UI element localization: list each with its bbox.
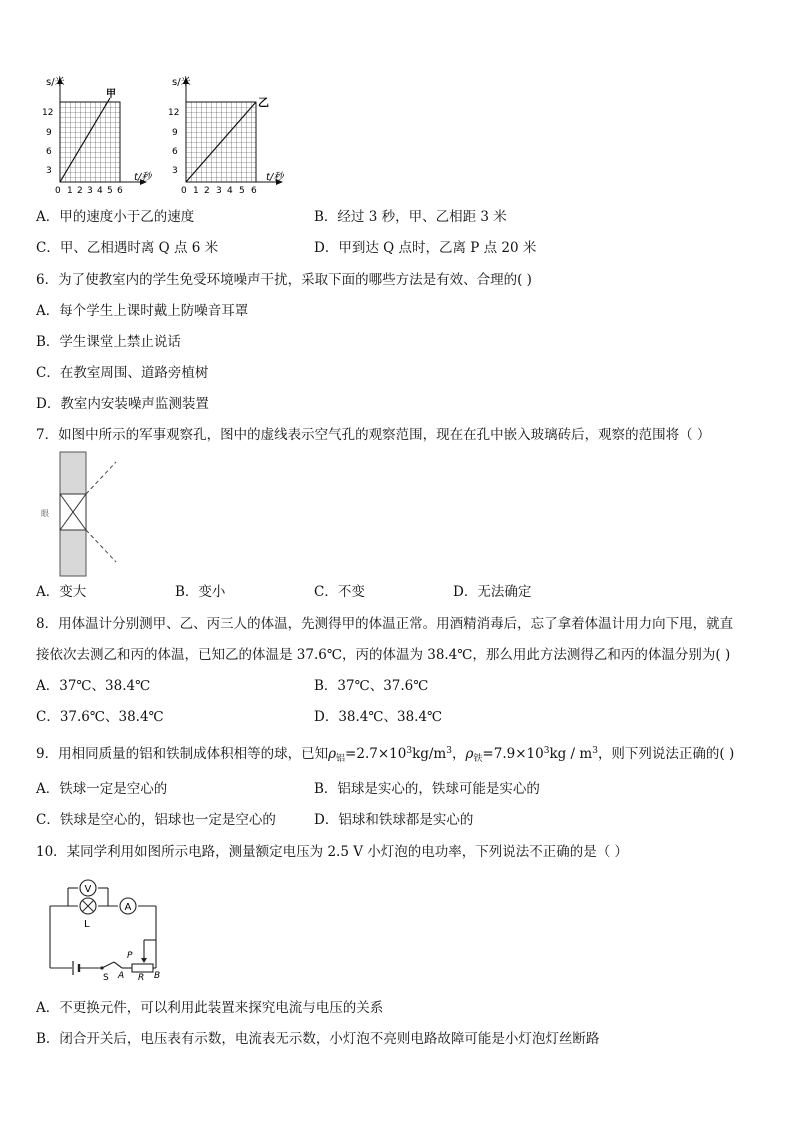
q8-stem-line1: 8．用体温计分别测甲、乙、丙三人的体温，先测得甲的体温正常。用酒精消毒后，忘了拿着体温计用力向下甩，就直 bbox=[36, 616, 734, 632]
q8-option-d: D．38.4℃、38.4℃ bbox=[314, 709, 443, 725]
graph-grid bbox=[60, 102, 120, 182]
slider-arrow-icon bbox=[141, 958, 147, 963]
q6-option-a: A．每个学生上课时戴上防噪音耳罩 bbox=[36, 303, 249, 319]
exponent-fe: 3 bbox=[543, 746, 550, 756]
slider-label: P bbox=[127, 951, 133, 961]
graph-yi bbox=[166, 72, 296, 198]
end-b-label: B bbox=[154, 971, 161, 980]
ytick-6: 6 bbox=[172, 147, 178, 157]
y-label: s/米 bbox=[172, 77, 191, 88]
xtick-5: 5 bbox=[107, 186, 113, 196]
unit-fe: kg / m bbox=[549, 746, 593, 762]
ammeter-label: A bbox=[124, 902, 132, 913]
ytick-9: 9 bbox=[46, 128, 52, 138]
xtick-4: 4 bbox=[97, 186, 103, 196]
rho-symbol-fe: ρ bbox=[465, 746, 474, 762]
graph-jia bbox=[40, 72, 158, 198]
ytick-9: 9 bbox=[172, 128, 178, 138]
observation-hole-figure bbox=[36, 450, 126, 580]
rho-symbol: ρ bbox=[328, 746, 337, 762]
xtick-2: 2 bbox=[204, 186, 210, 196]
q5-option-b: B．经过 3 秒，甲、乙相距 3 米 bbox=[314, 209, 507, 225]
xtick-6: 6 bbox=[117, 186, 123, 196]
switch-label: S bbox=[103, 973, 109, 980]
xtick-6: 6 bbox=[251, 186, 257, 196]
xtick-2: 2 bbox=[77, 186, 83, 196]
subscript-al: 铝 bbox=[336, 754, 346, 764]
eye-label: 眼 bbox=[41, 509, 49, 518]
q9-stem-suffix: ，则下列说法正确的( ) bbox=[597, 746, 735, 762]
x-label: t/秒 bbox=[266, 172, 284, 183]
y-label: s/米 bbox=[46, 77, 65, 88]
q6-stem: 6．为了使教室内的学生免受环境噪声干扰，采取下面的哪些方法是有效、合理的( ) bbox=[36, 272, 532, 288]
q10-option-b: B．闭合开关后，电压表有示数，电流表无示数，小灯泡不亮则电路故障可能是小灯泡灯丝断路 bbox=[36, 1031, 600, 1047]
q8-option-c: C．37.6℃、38.4℃ bbox=[36, 709, 164, 725]
end-a-label: A bbox=[118, 971, 125, 980]
x-label: t/秒 bbox=[134, 172, 152, 183]
xtick-0: 0 bbox=[181, 186, 187, 196]
ytick-3: 3 bbox=[172, 166, 178, 176]
unit-al: kg/m bbox=[412, 746, 447, 762]
q9-stem-prefix: 9．用相同质量的铝和铁制成体积相等的球，已知 bbox=[36, 746, 329, 762]
q9-option-a: A．铁球一定是空心的 bbox=[36, 781, 168, 797]
ytick-6: 6 bbox=[46, 147, 52, 157]
ytick-12: 12 bbox=[42, 108, 54, 118]
q8-option-b: B．37℃、37.6℃ bbox=[314, 678, 429, 694]
q9-stem bbox=[36, 742, 734, 768]
q7-option-c: C．不变 bbox=[314, 584, 365, 600]
q9-option-b: B．铝球是实心的，铁球可能是实心的 bbox=[314, 781, 540, 797]
xtick-1: 1 bbox=[193, 186, 199, 196]
q8-option-a: A．37℃、38.4℃ bbox=[36, 678, 151, 694]
q6-option-b: B．学生课堂上禁止说话 bbox=[36, 334, 181, 350]
q7-option-a: A．变大 bbox=[36, 584, 87, 600]
q9-option-c: C．铁球是空心的，铝球也一定是空心的 bbox=[36, 812, 276, 828]
voltmeter-label: V bbox=[84, 884, 92, 895]
view-boundary-upper bbox=[86, 462, 116, 494]
unit-exponent-fe: 3 bbox=[592, 746, 598, 756]
q8-stem-line2: 接依次去测乙和丙的体温，已知乙的体温是 37.6℃，丙的体温为 38.4℃，那么用此方法测得乙和丙的体温分别为( ) bbox=[36, 647, 731, 663]
q6-option-d: D．教室内安装噪声监测装置 bbox=[36, 396, 209, 412]
exponent-al: 3 bbox=[406, 746, 413, 756]
circuit-diagram bbox=[40, 870, 170, 980]
line-label-yi: 乙 bbox=[258, 96, 269, 109]
rheostat bbox=[132, 964, 153, 972]
separator: ， bbox=[451, 746, 466, 762]
xtick-3: 3 bbox=[87, 186, 93, 196]
view-boundary-lower bbox=[86, 530, 116, 562]
density-al: =2.7×10 bbox=[345, 746, 407, 762]
density-fe: =7.9×10 bbox=[482, 746, 544, 762]
q5-option-c: C．甲、乙相遇时离 Q 点 6 米 bbox=[36, 240, 219, 256]
ytick-12: 12 bbox=[168, 108, 180, 118]
ytick-3: 3 bbox=[46, 166, 52, 176]
xtick-4: 4 bbox=[227, 186, 233, 196]
line-label-jia: 甲 bbox=[106, 89, 116, 100]
q10-stem: 10．某同学利用如图所示电路，测量额定电压为 2.5 V 小灯泡的电功率，下列说法不正确的是（ ） bbox=[36, 844, 629, 860]
q6-option-c: C．在教室周围、道路旁植树 bbox=[36, 365, 209, 381]
xtick-5: 5 bbox=[239, 186, 245, 196]
q7-stem: 7．如图中所示的军事观察孔，图中的虚线表示空气孔的观察范围，现在在孔中嵌入玻璃砖后，观察的范围将（ ） bbox=[36, 427, 711, 443]
unit-exponent-al: 3 bbox=[446, 746, 452, 756]
subscript-fe: 铁 bbox=[473, 754, 483, 764]
q5-option-a: A．甲的速度小于乙的速度 bbox=[36, 209, 195, 225]
q7-option-d: D．无法确定 bbox=[453, 584, 532, 600]
resistor-label: R bbox=[138, 973, 145, 980]
q9-option-d: D．铝球和铁球都是实心的 bbox=[314, 812, 474, 828]
xtick-3: 3 bbox=[216, 186, 222, 196]
xtick-0: 0 bbox=[55, 186, 61, 196]
q5-option-d: D．甲到达 Q 点时，乙离 P 点 20 米 bbox=[314, 240, 537, 256]
q10-option-a: A．不更换元件，可以利用此装置来探究电流与电压的关系 bbox=[36, 1000, 384, 1016]
xtick-1: 1 bbox=[67, 186, 73, 196]
q7-option-b: B．变小 bbox=[175, 584, 226, 600]
lamp-label: L bbox=[84, 919, 90, 930]
